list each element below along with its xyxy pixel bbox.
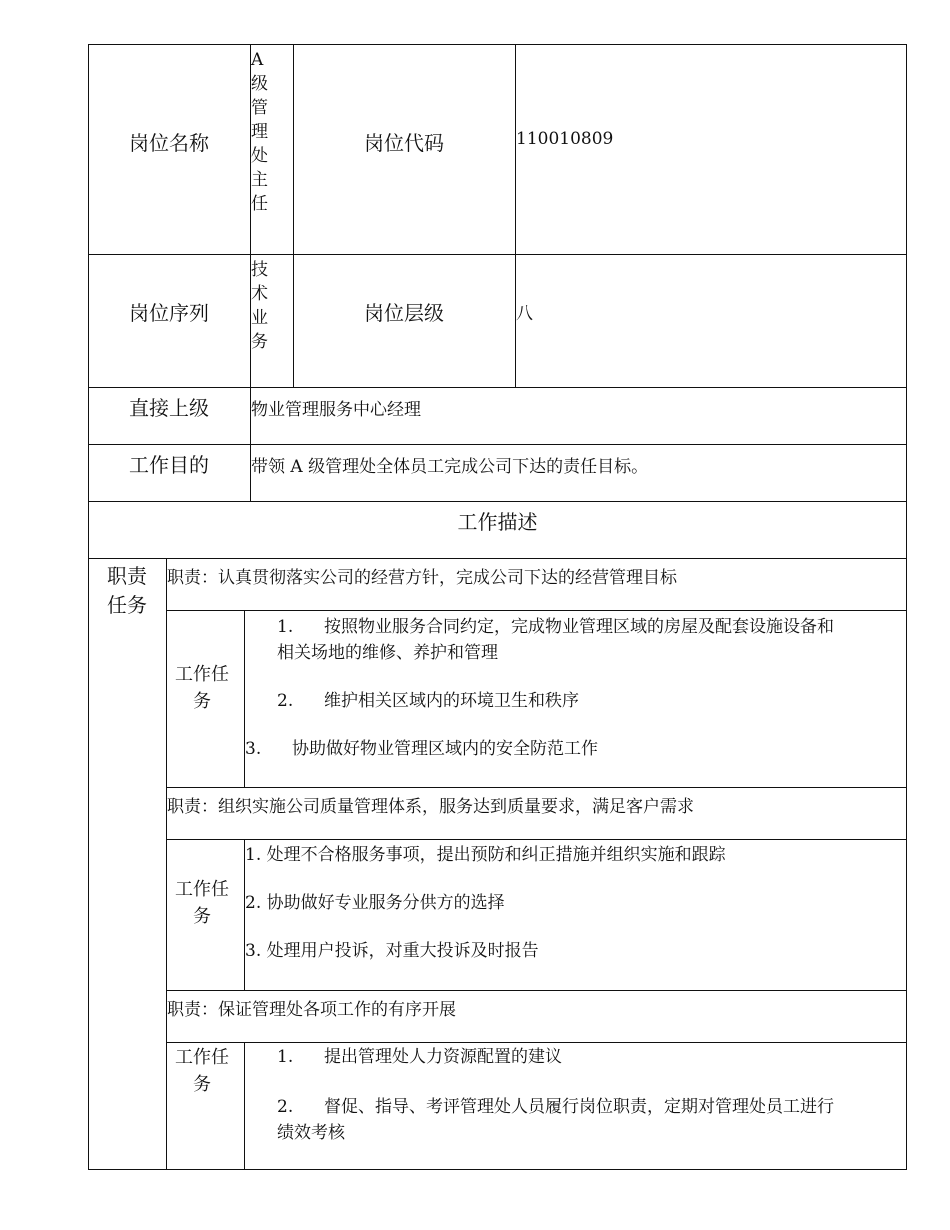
position-level-label: 岗位层级	[364, 301, 444, 325]
position-code-value: 110010809	[516, 129, 614, 149]
task-label-2: 工作任务	[175, 879, 229, 927]
task-text: 督促、指导、考评管理处人员履行岗位职责，定期对管理处员工进行	[324, 1097, 834, 1117]
row-divider	[166, 610, 907, 611]
duty-2: 职责：组织实施公司质量管理体系，服务达到质量要求，满足客户需求	[167, 797, 694, 817]
position-name-value: A级管理处主任	[251, 50, 268, 214]
col-divider	[244, 1042, 245, 1169]
task-1-3	[245, 736, 598, 762]
col-divider	[166, 558, 167, 1169]
row-divider	[166, 990, 907, 991]
task-label-1: 工作任务	[175, 664, 229, 712]
row-divider	[88, 501, 907, 502]
task-3-1	[277, 1044, 562, 1070]
task-1-1	[277, 614, 834, 640]
task-3-2	[277, 1094, 834, 1120]
task-text: 提出管理处人力资源配置的建议	[324, 1047, 562, 1067]
task-number: 1.	[277, 1047, 294, 1067]
task-number: 2.	[277, 691, 294, 711]
supervisor-label: 直接上级	[129, 396, 209, 420]
purpose-value: 带领 A 级管理处全体员工完成公司下达的责任目标。	[251, 457, 649, 477]
description-header: 工作描述	[457, 510, 538, 534]
task-3-2-cont: 绩效考核	[277, 1123, 345, 1143]
purpose-label: 工作目的	[129, 453, 209, 477]
table-border-left	[88, 44, 89, 1170]
row-divider	[166, 839, 907, 840]
task-1-1-cont: 相关场地的维修、养护和管理	[277, 643, 498, 663]
table-border-top	[88, 44, 907, 45]
task-2-2: 2. 协助做好专业服务分供方的选择	[245, 893, 505, 913]
task-text: 维护相关区域内的环境卫生和秩序	[324, 691, 579, 711]
task-2-3: 3. 处理用户投诉，对重大投诉及时报告	[245, 941, 539, 961]
task-number: 3.	[245, 739, 262, 759]
row-divider	[166, 1042, 907, 1043]
row-divider	[88, 387, 907, 388]
row-divider	[166, 787, 907, 788]
task-number: 1.	[277, 617, 294, 637]
duty-1: 职责：认真贯彻落实公司的经营方针，完成公司下达的经营管理目标	[167, 568, 677, 588]
position-series-label: 岗位序列	[129, 301, 209, 325]
table-border-bottom	[88, 1169, 907, 1170]
row-divider	[88, 558, 907, 559]
row-divider	[88, 254, 907, 255]
col-divider	[515, 44, 516, 387]
supervisor-value: 物业管理服务中心经理	[251, 400, 421, 420]
position-series-value: 技术业务	[251, 260, 268, 352]
duty-3: 职责：保证管理处各项工作的有序开展	[167, 1000, 456, 1020]
table-border-right	[906, 44, 907, 1170]
task-2-1: 1. 处理不合格服务事项，提出预防和纠正措施并组织实施和跟踪	[245, 845, 726, 865]
position-code-label: 岗位代码	[364, 131, 444, 155]
task-1-2	[277, 688, 579, 714]
responsibility-label: 职责任务	[107, 564, 147, 617]
position-level-value: 八	[516, 304, 533, 324]
task-text: 协助做好物业管理区域内的安全防范工作	[292, 739, 598, 759]
position-name-label: 岗位名称	[129, 131, 209, 155]
task-text: 按照物业服务合同约定，完成物业管理区域的房屋及配套设施设备和	[324, 617, 834, 637]
row-divider	[88, 444, 907, 445]
col-divider	[293, 44, 294, 387]
task-number: 2.	[277, 1097, 294, 1117]
task-label-3: 工作任务	[175, 1047, 229, 1095]
